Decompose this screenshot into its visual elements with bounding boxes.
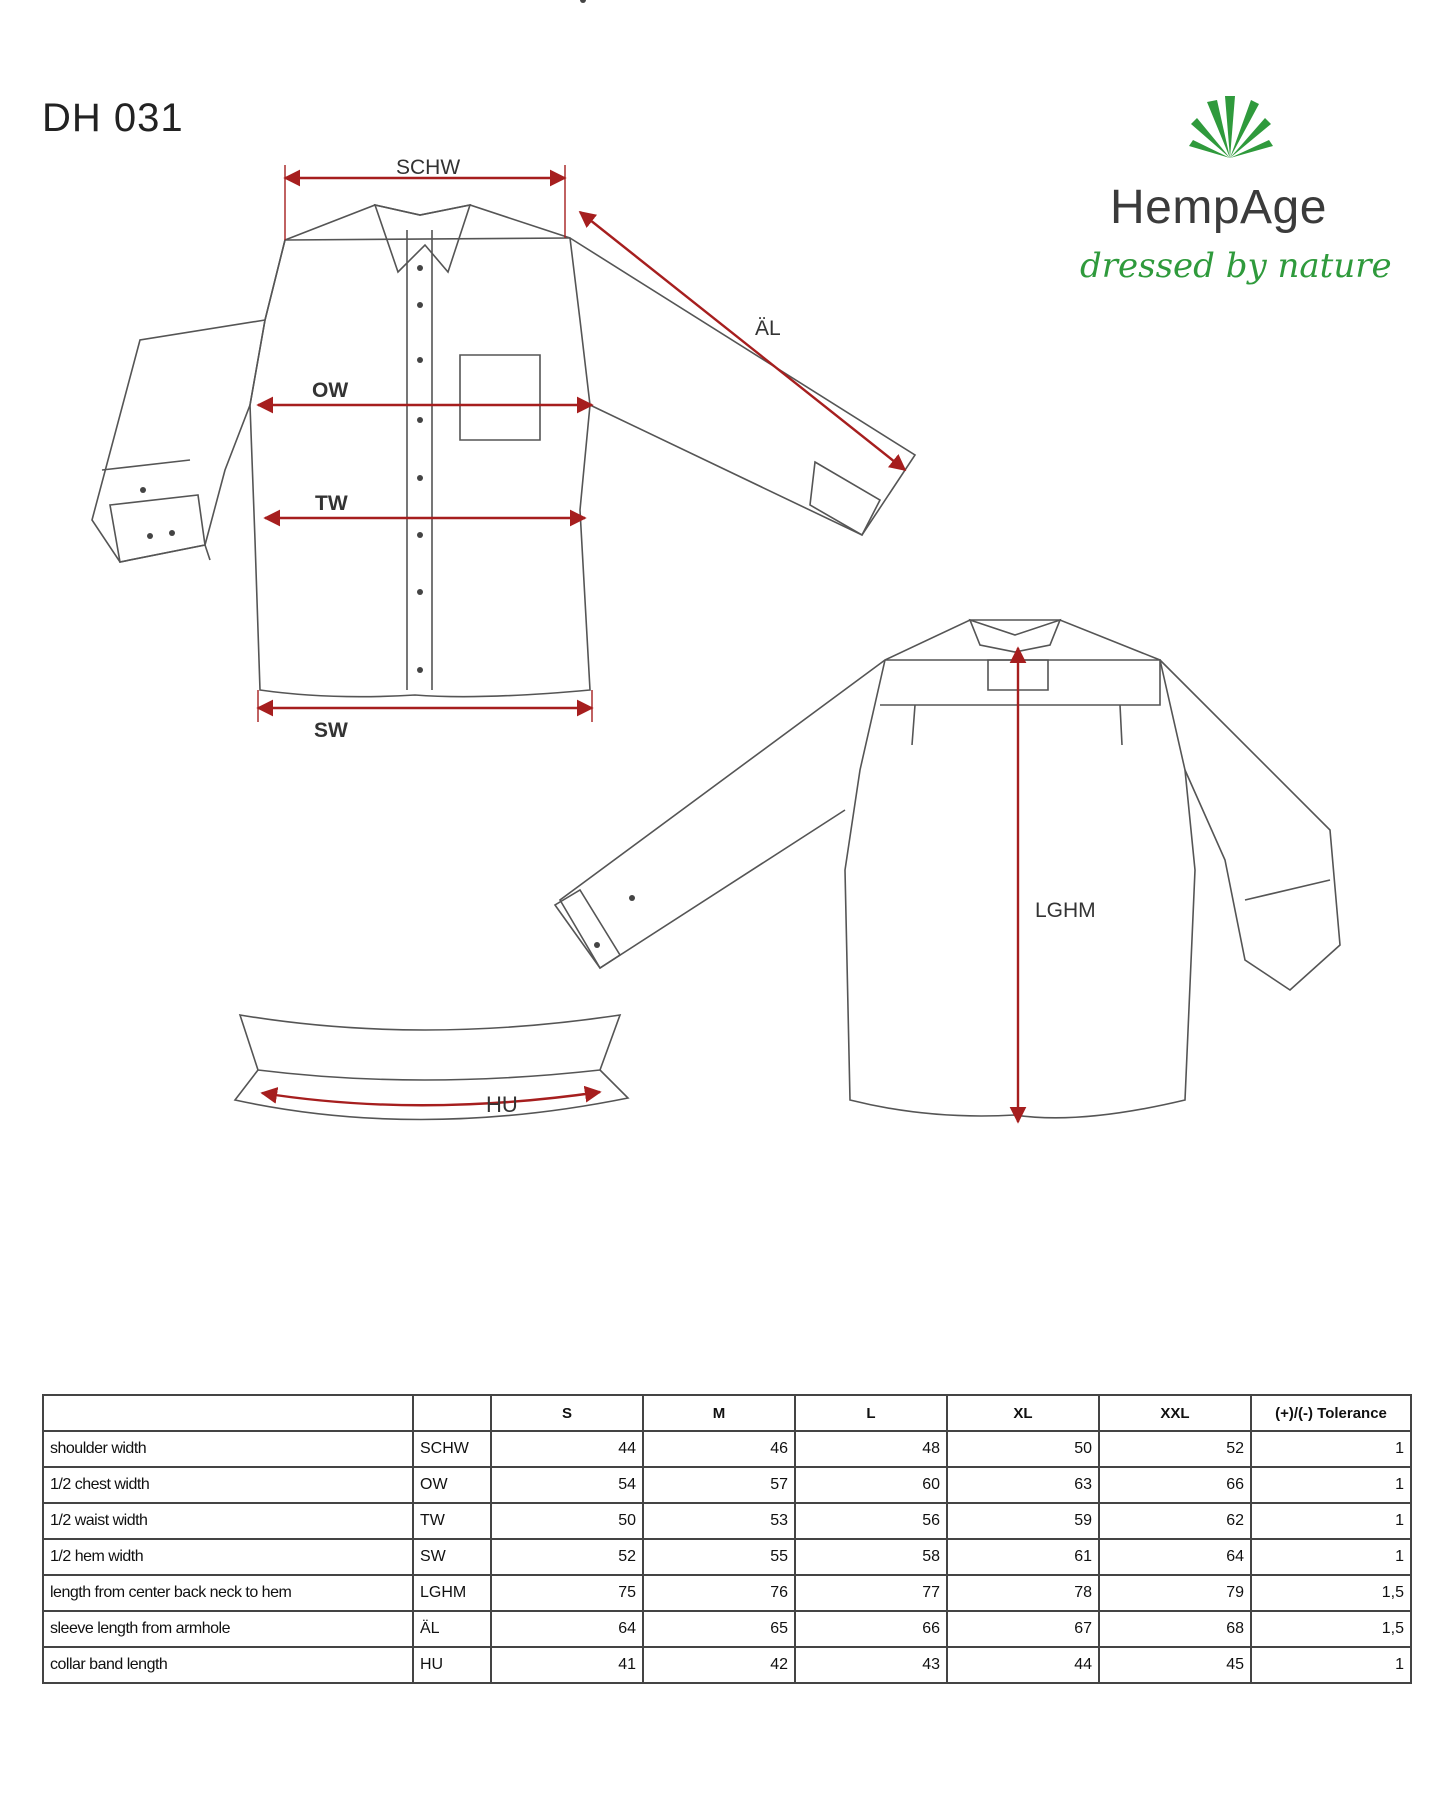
header-size-xxl: XXL [1099, 1395, 1251, 1431]
table-row [43, 1503, 1411, 1539]
size-value: 57 [643, 1467, 795, 1503]
size-value: 66 [1099, 1467, 1251, 1503]
size-value: 64 [491, 1611, 643, 1647]
size-value: 63 [947, 1467, 1099, 1503]
header-size-m: M [643, 1395, 795, 1431]
sw-label: SW [314, 719, 348, 742]
size-value: 56 [795, 1503, 947, 1539]
hu-label: HU [486, 1092, 518, 1117]
tolerance-value: 1,5 [1251, 1575, 1411, 1611]
table-row [43, 1647, 1411, 1683]
brand-tagline: dressed by nature [1080, 246, 1392, 286]
size-value: 76 [643, 1575, 795, 1611]
tolerance-value: 1 [1251, 1431, 1411, 1467]
tw-label: TW [315, 492, 348, 515]
size-value: 59 [947, 1503, 1099, 1539]
size-value: 41 [491, 1647, 643, 1683]
size-value: 53 [643, 1503, 795, 1539]
size-value: 55 [643, 1539, 795, 1575]
ow-label: OW [312, 379, 349, 402]
size-value: 50 [491, 1503, 643, 1539]
al-measure-line [580, 212, 905, 470]
header-code [413, 1395, 491, 1431]
shirt-back-view [555, 620, 1340, 1118]
size-value: 52 [491, 1539, 643, 1575]
size-value: 43 [795, 1647, 947, 1683]
table-header-row [43, 1395, 1411, 1431]
size-value: 64 [1099, 1539, 1251, 1575]
size-value: 62 [1099, 1503, 1251, 1539]
size-value: 61 [947, 1539, 1099, 1575]
measurement-name: length from center back neck to hem [43, 1575, 413, 1611]
size-value: 66 [795, 1611, 947, 1647]
size-value: 54 [491, 1467, 643, 1503]
collar-band-view [235, 1015, 628, 1120]
tolerance-value: 1 [1251, 1503, 1411, 1539]
size-value: 50 [947, 1431, 1099, 1467]
size-value: 45 [1099, 1647, 1251, 1683]
size-value: 79 [1099, 1575, 1251, 1611]
measurement-code: HU [413, 1647, 491, 1683]
size-value: 44 [947, 1647, 1099, 1683]
table-row [43, 1467, 1411, 1503]
header-label [43, 1395, 413, 1431]
table-row [43, 1431, 1411, 1467]
measurement-code: OW [413, 1467, 491, 1503]
tolerance-value: 1 [1251, 1539, 1411, 1575]
size-value: 52 [1099, 1431, 1251, 1467]
size-value: 44 [491, 1431, 643, 1467]
measurement-name: collar band length [43, 1647, 413, 1683]
schw-label: SCHW [396, 156, 461, 179]
measurement-name: 1/2 waist width [43, 1503, 413, 1539]
size-value: 68 [1099, 1611, 1251, 1647]
size-value: 77 [795, 1575, 947, 1611]
shirt-front-view [92, 205, 915, 697]
size-chart [42, 1394, 1410, 1684]
measurement-name: sleeve length from armhole [43, 1611, 413, 1647]
tolerance-value: 1 [1251, 1467, 1411, 1503]
size-value: 46 [643, 1431, 795, 1467]
al-label: ÄL [755, 317, 781, 340]
measurement-code: ÄL [413, 1611, 491, 1647]
size-value: 75 [491, 1575, 643, 1611]
tolerance-value: 1 [1251, 1647, 1411, 1683]
measurement-code: SW [413, 1539, 491, 1575]
size-value: 78 [947, 1575, 1099, 1611]
size-value: 58 [795, 1539, 947, 1575]
size-value: 60 [795, 1467, 947, 1503]
header-size-xl: XL [947, 1395, 1099, 1431]
tolerance-value: 1,5 [1251, 1611, 1411, 1647]
lghm-label: LGHM [1035, 899, 1096, 922]
table-row [43, 1539, 1411, 1575]
size-value: 48 [795, 1431, 947, 1467]
hu-measure-line [262, 1092, 600, 1105]
table-row [43, 1611, 1411, 1647]
header-size-l: L [795, 1395, 947, 1431]
header-tolerance: (+)/(-) Tolerance [1251, 1395, 1411, 1431]
measurement-name: 1/2 chest width [43, 1467, 413, 1503]
page-title: DH 031 [42, 96, 184, 140]
measurement-code: SCHW [413, 1431, 491, 1467]
measurement-name: 1/2 hem width [43, 1539, 413, 1575]
brand-name: HempAge [1110, 181, 1327, 234]
table-row [43, 1575, 1411, 1611]
size-value: 67 [947, 1611, 1099, 1647]
measurement-code: TW [413, 1503, 491, 1539]
size-value: 65 [643, 1611, 795, 1647]
measurement-code: LGHM [413, 1575, 491, 1611]
shirt-back-buttons [580, 0, 635, 948]
size-value: 42 [643, 1647, 795, 1683]
measurement-name: shoulder width [43, 1431, 413, 1467]
size-chart-table [42, 1394, 1412, 1684]
header-size-s: S [491, 1395, 643, 1431]
